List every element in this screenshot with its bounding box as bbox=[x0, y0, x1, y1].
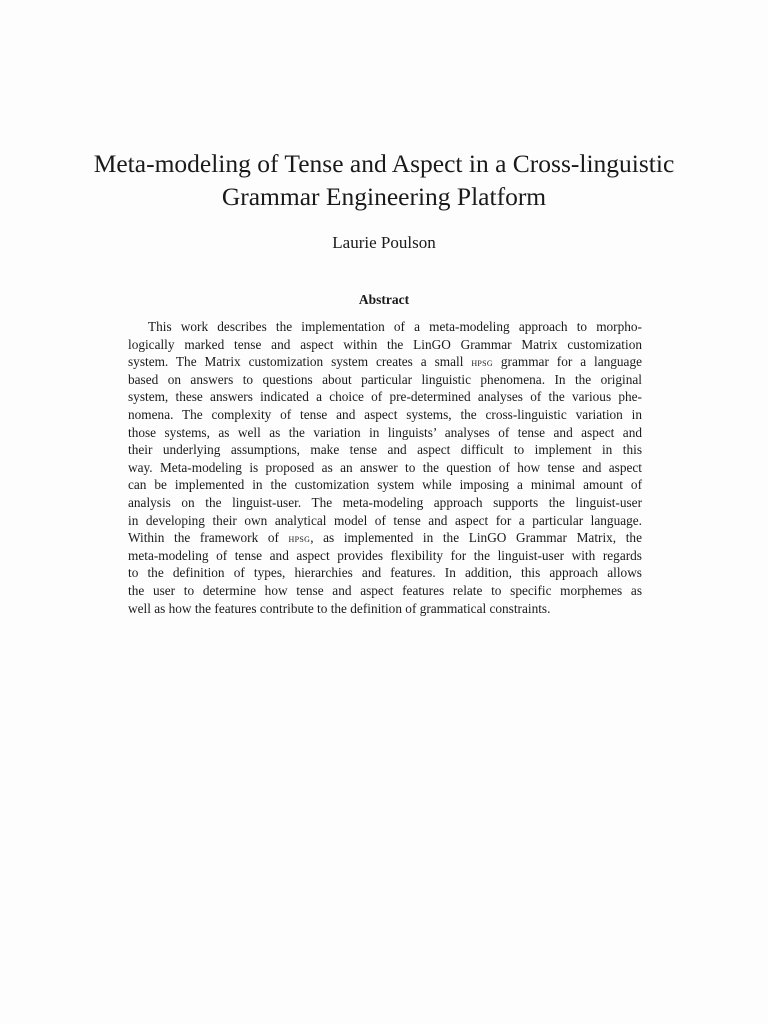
abstract-line: nomena. The complexity of tense and aspect systems, the cross-linguistic variation in bbox=[128, 406, 642, 422]
abstract-line: well as how the features contribute to the definition of grammatical constraints. bbox=[128, 600, 551, 616]
abstract-line: way. Meta-modeling is proposed as an answer to the question of how tense and aspect bbox=[128, 459, 642, 475]
abstract-line: This work describes the implementation of a meta-modeling approach to morpho- bbox=[148, 319, 642, 334]
hpsg-acronym: hpsg bbox=[471, 356, 493, 370]
abstract-heading: Abstract bbox=[358, 292, 410, 307]
abstract-line: can be implemented in the customization system while imposing a minimal amount of bbox=[128, 477, 642, 493]
abstract-line: meta-modeling of tense and aspect provides flexibility for the linguist-user with regards bbox=[128, 547, 642, 563]
abstract-text-segment: system. The Matrix customization system creates a small bbox=[128, 354, 472, 370]
title-line-2: Grammar Engineering Platform bbox=[221, 182, 547, 211]
abstract-text-segment: grammar for a language bbox=[492, 354, 642, 370]
abstract-text-segment: Within the framework of bbox=[128, 530, 289, 546]
abstract-line: based on answers to questions about particular linguistic phenomena. In the original bbox=[128, 371, 642, 387]
abstract-line bbox=[128, 353, 642, 371]
abstract-line: their underlying assumptions, make tense and aspect difficult to implement in this bbox=[128, 442, 642, 458]
abstract-body bbox=[128, 318, 642, 617]
abstract-line bbox=[128, 529, 642, 547]
title-line-1: Meta-modeling of Tense and Aspect in a Cross-linguistic bbox=[93, 149, 675, 178]
paper-title bbox=[60, 147, 708, 213]
abstract-line: to the definition of types, hierarchies and features. In addition, this approach allows bbox=[128, 565, 642, 581]
abstract-line: system, these answers indicated a choice of pre-determined analyses of the various phe- bbox=[128, 389, 642, 405]
abstract-line: analysis on the linguist-user. The meta-modeling approach supports the linguist-user bbox=[128, 494, 642, 510]
abstract-line: in developing their own analytical model of tense and aspect for a particular language. bbox=[128, 512, 642, 528]
abstract-text-segment: , as implemented in the LinGO Grammar Matrix, the bbox=[310, 530, 642, 546]
abstract-line: those systems, as well as the variation in linguists’ analyses of tense and aspect and bbox=[128, 424, 642, 440]
abstract-line: logically marked tense and aspect within the LinGO Grammar Matrix customization bbox=[128, 336, 642, 352]
author-name: Laurie Poulson bbox=[332, 233, 436, 252]
abstract-line: the user to determine how tense and aspect features relate to specific morphemes as bbox=[128, 582, 642, 598]
hpsg-acronym: hpsg bbox=[288, 532, 311, 546]
